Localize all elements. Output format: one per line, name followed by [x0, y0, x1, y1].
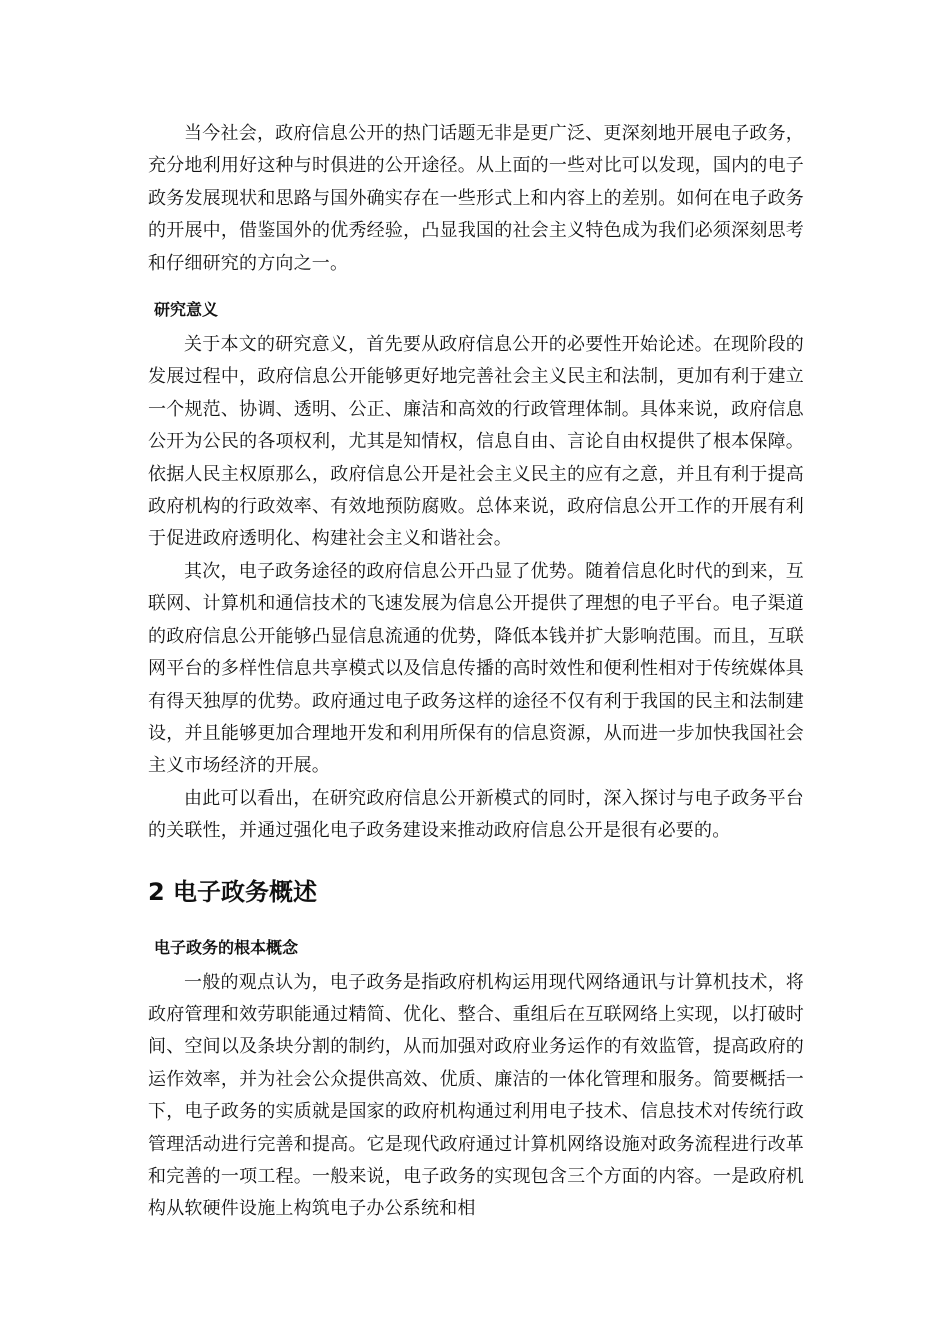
research-significance-heading: 研究意义: [154, 300, 219, 320]
basic-concept-heading: 电子政务的根本概念: [154, 937, 299, 957]
basic-concept-paragraph: 一般的观点认为，电子政务是指政府机构运用现代网络通讯与计算机技术，将政府管理和效劳职能通过精简、优化、整合、重组后在互联网络上实现，以打破时间、空间以及条块分割的制约，从而加强对政府业务运作的有效监管，提高政府的运作效率，并为社会公众提供高效、优质、廉洁的一体化管理和服务。简要概括一下，电子政务的实质就是国家的政府机构通过利用电子技术、信息技术对传统行政管理活动进行完善和提高。它是现代政府通过计算机网络设施对政务流程进行改革和完善的一项工程。一般来说，电子政务的实现包含三个方面的内容。一是政府机构从软硬件设施上构筑电子办公系统和相: [148, 971, 804, 1220]
intro-paragraph: 当今社会，政府信息公开的热门话题无非是更广泛、更深刻地开展电子政务，充分地利用好这种与时俱进的公开途径。从上面的一些对比可以发现，国内的电子政务发展现状和思路与国外确实存在一些形式上和内容上的差别。如何在电子政务的开展中，借鉴国外的优秀经验，凸显我国的社会主义特色成为我们必须深刻思考和仔细研究的方向之一。: [148, 123, 804, 274]
document-page: [148, 118, 804, 1226]
chapter-heading: 2 电子政务概述: [148, 877, 318, 906]
significance-paragraph-1: 关于本文的研究意义，首先要从政府信息公开的必要性开始论述。在现阶段的发展过程中，政府信息公开能够更好地完善社会主义民主和法制，更加有利于建立一个规范、协调、透明、公正、廉洁和高效的行政管理体制。具体来说，政府信息公开为公民的各项权利，尤其是知情权，信息自由、言论自由权提供了根本保障。依据人民主权原那么，政府信息公开是社会主义民主的应有之意，并且有利于提高政府机构的行政效率、有效地预防腐败。总体来说，政府信息公开工作的开展有利于促进政府透明化、构建社会主义和谐社会。: [148, 334, 804, 550]
significance-paragraph-2: 其次，电子政务途径的政府信息公开凸显了优势。随着信息化时代的到来，互联网、计算机和通信技术的飞速发展为信息公开提供了理想的电子平台。电子渠道的政府信息公开能够凸显信息流通的优势，降低本钱并扩大影响范围。而且，互联网平台的多样性信息共享模式以及信息传播的高时效性和便利性相对于传统媒体具有得天独厚的优势。政府通过电子政务这样的途径不仅有利于我国的民主和法制建设，并且能够更加合理地开发和利用所保有的信息资源，从而进一步加快我国社会主义市场经济的开展。: [148, 560, 804, 777]
significance-paragraph-3: 由此可以看出，在研究政府信息公开新模式的同时，深入探讨与电子政务平台的关联性，并通过强化电子政务建设来推动政府信息公开是很有必要的。: [148, 787, 804, 842]
